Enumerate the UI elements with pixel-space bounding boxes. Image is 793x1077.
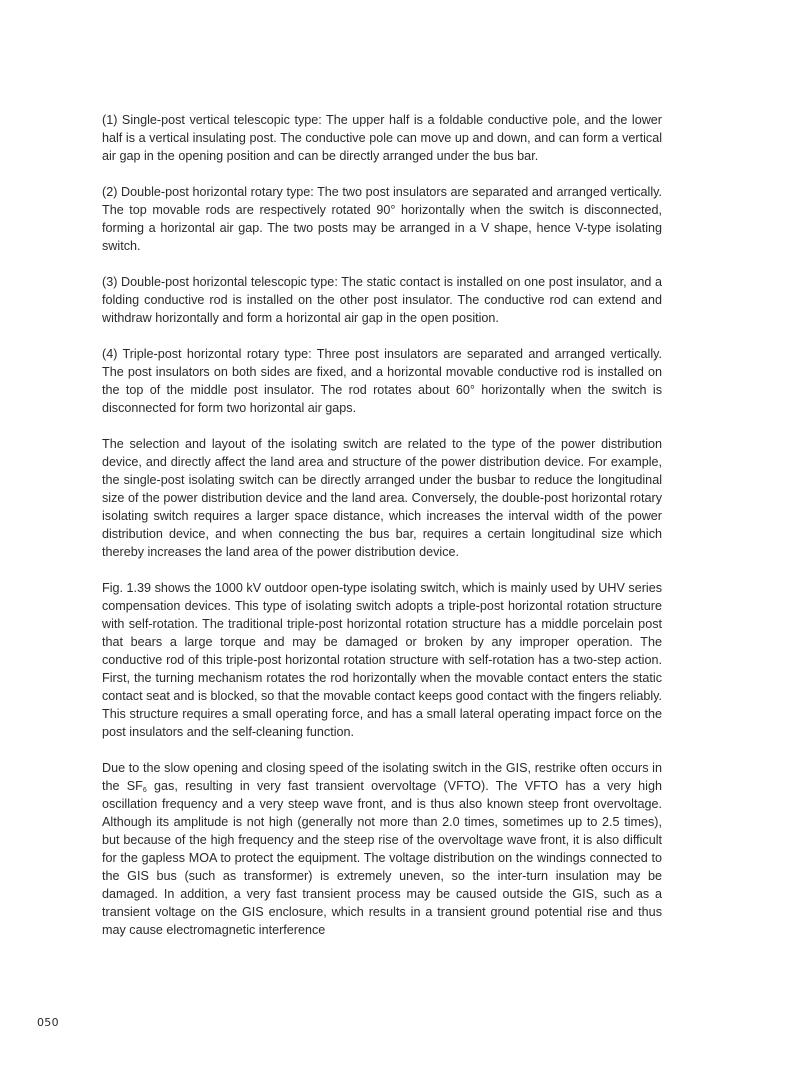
page-number: 050: [37, 1016, 59, 1029]
vfto-text-part2: gas, resulting in very fast transient overvoltage (VFTO). The VFTO has a very high oscillation frequency and a very steep wave front, and is thus also known steep front overvoltage. Although its amplitude is not high (generally not more than 2.0 times, sometimes up to 2.5 times), but because of the high frequency and the steep rise of the overvoltage wave front, it is also difficult for the gapless MOA to protect the equipment. The voltage distribution on the windings connected to the GIS bus (such as transformer) is extremely uneven, so the inter-turn insulation may be damaged. In addition, a very fast transient process may be caused outside the GIS, such as a transient voltage on the GIS enclosure, which results in a transient ground potential rise and thus may cause electromagnetic interference: [102, 779, 662, 937]
paragraph-vfto: [102, 759, 662, 939]
paragraph-single-post-type: (1) Single-post vertical telescopic type: The upper half is a foldable conductive pole, and the lower half is a vertical insulating post. The conductive pole can move up and down, and can form a vertical air gap in the opening position and can be directly arranged under the bus bar.: [102, 113, 662, 163]
paragraph-fig-1-39: Fig. 1.39 shows the 1000 kV outdoor open-type isolating switch, which is mainly used by UHV series compensation devices. This type of isolating switch adopts a triple-post horizontal rotation structure with self-rotation. The traditional triple-post horizontal rotation structure has a middle porcelain post that bears a large torque and may be damaged or broken by any improper operation. The conductive rod of this triple-post horizontal rotation structure with self-rotation has a two-step action. First, the turning mechanism rotates the rod horizontally when the movable contact enters the static contact seat and is blocked, so that the movable contact keeps good contact with the fingers reliably. This structure requires a small operating force, and has a small lateral operating impact force on the post insulators and the self-cleaning function.: [102, 581, 662, 739]
sf6-subscript: 6: [142, 787, 147, 794]
paragraph-selection-layout: The selection and layout of the isolating switch are related to the type of the power distribution device, and directly affect the land area and structure of the power distribution device. For example, the single-post isolating switch can be directly arranged under the busbar to reduce the longitudinal size of the power distribution device and the land area. Conversely, the double-post horizontal rotary isolating switch requires a larger space distance, which increases the interval width of the power distribution device, and when connecting the bus bar, requires a certain longitudinal size which thereby increases the land area of the power distribution device.: [102, 437, 662, 559]
page-body: [102, 111, 662, 939]
paragraph-double-post-rotary-type: (2) Double-post horizontal rotary type: The two post insulators are separated and arranged vertically. The top movable rods are respectively rotated 90° horizontally when the switch is disconnected, forming a horizontal air gap. The two posts may be arranged in a V shape, hence V-type isolating switch.: [102, 185, 662, 253]
vfto-text-part1: Due to the slow opening and closing speed of the isolating switch in the GIS, restrike often occurs in the SF: [102, 761, 662, 793]
paragraph-triple-post-rotary-type: (4) Triple-post horizontal rotary type: Three post insulators are separated and arranged vertically. The post insulators on both sides are fixed, and a horizontal movable conductive rod is installed on the top of the middle post insulator. The rod rotates about 60° horizontally when the switch is disconnected for form two horizontal air gaps.: [102, 347, 662, 415]
paragraph-double-post-telescopic-type: (3) Double-post horizontal telescopic type: The static contact is installed on one post insulator, and a folding conductive rod is installed on the other post insulator. The conductive rod can extend and withdraw horizontally and form a horizontal air gap in the open position.: [102, 275, 662, 325]
